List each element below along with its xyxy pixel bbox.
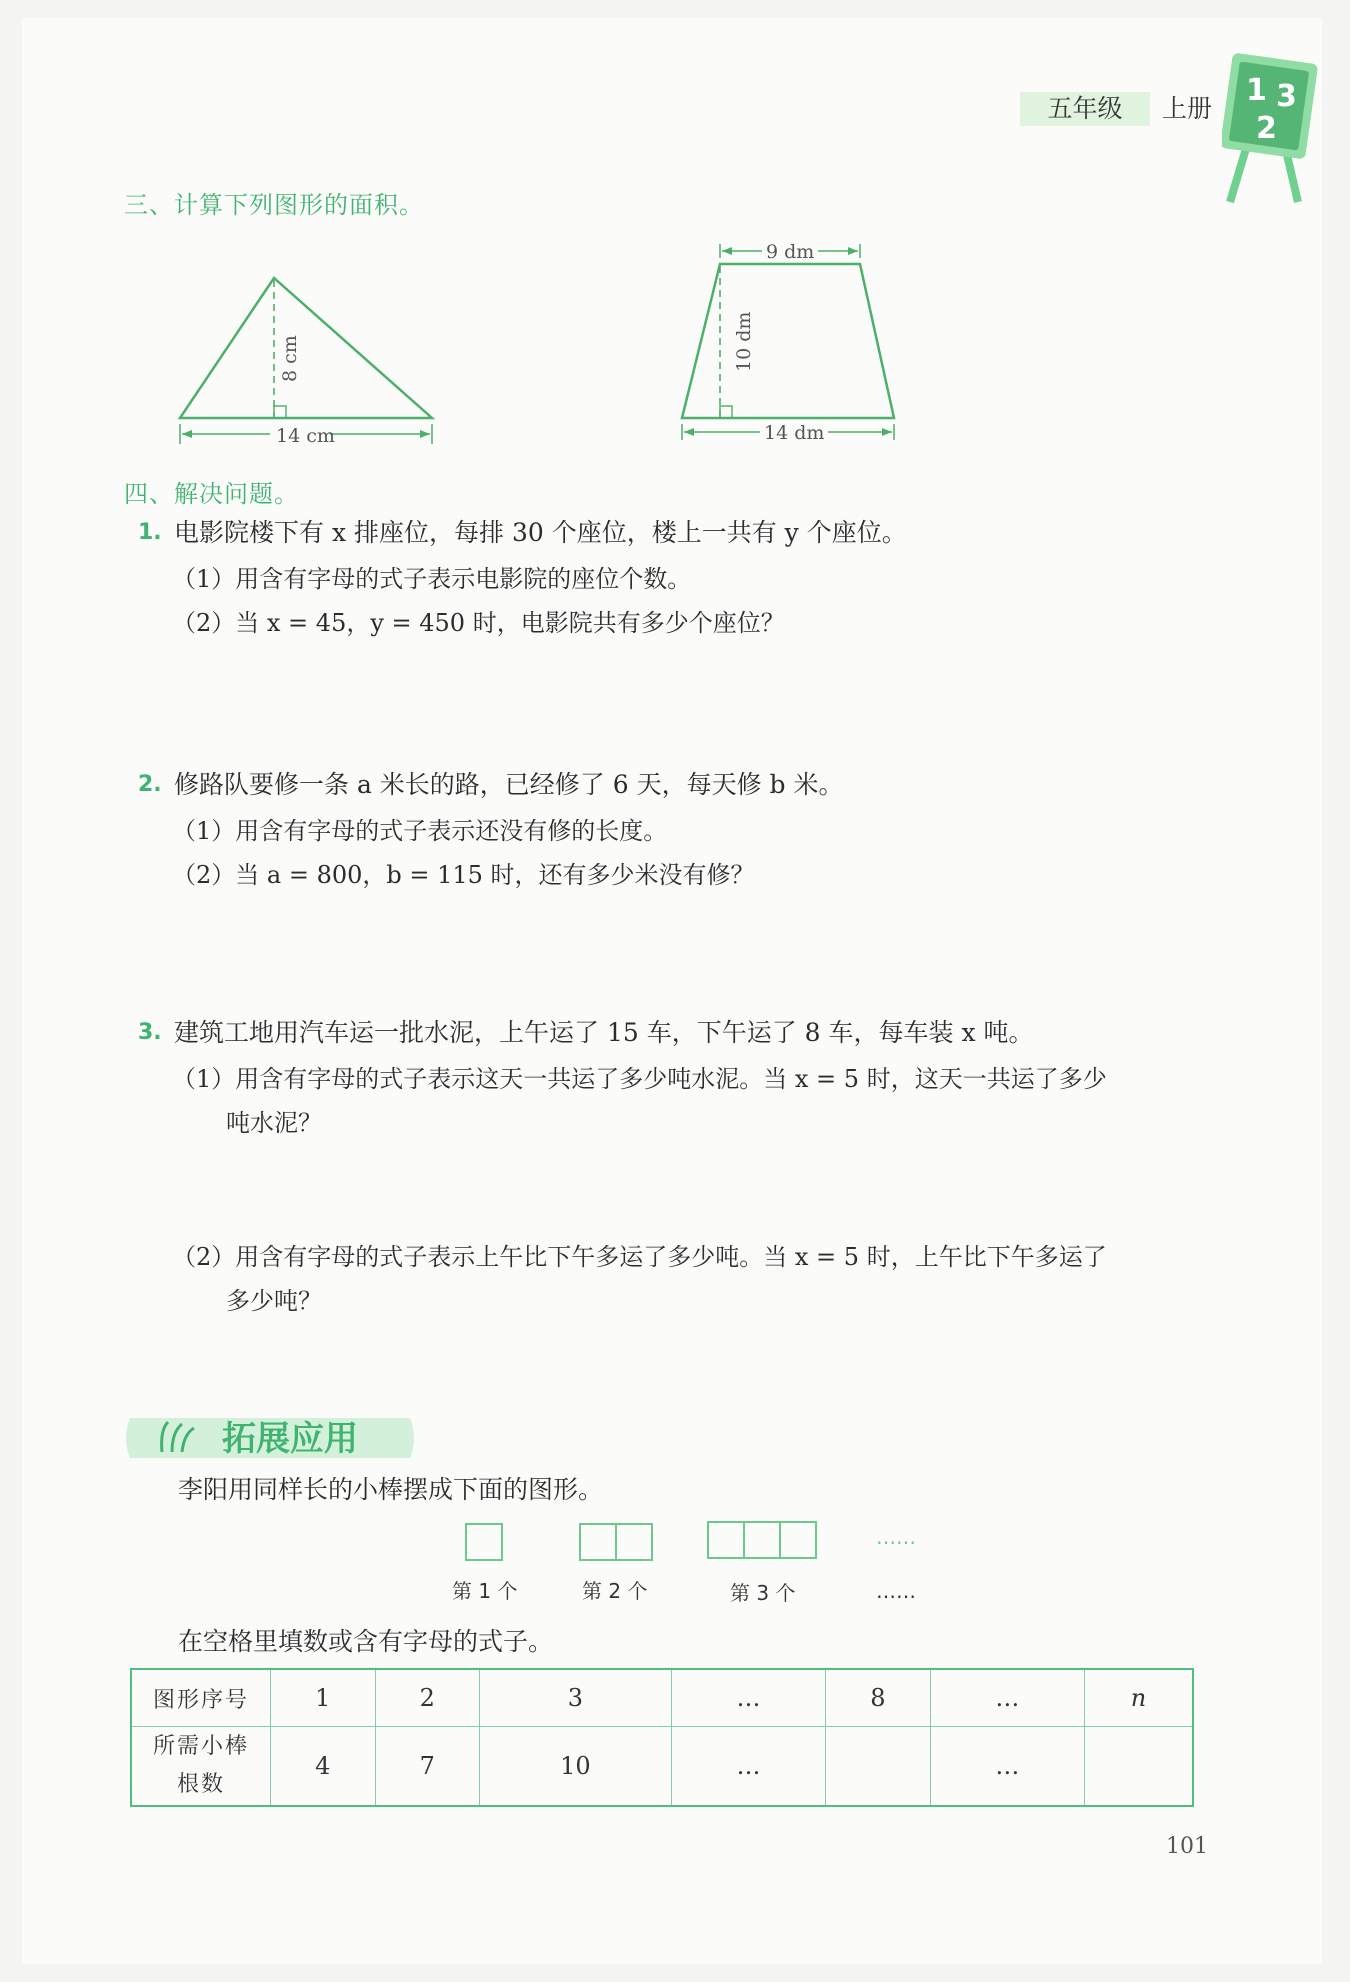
- dots-top: ……: [876, 1525, 916, 1549]
- row-header-sticks: 所需小棒 根数: [131, 1727, 271, 1807]
- figure-3-label: 第 3 个: [730, 1581, 796, 1605]
- extension-intro: 李阳用同样长的小棒摆成下面的图形。: [178, 1475, 604, 1504]
- figure-2-label: 第 2 个: [582, 1579, 648, 1603]
- figure-1-label: 第 1 个: [452, 1579, 518, 1603]
- trapezoid-top-label: 9 dm: [766, 241, 815, 263]
- q1-part2: （2）当 x = 45，y = 450 时，电影院共有多少个座位？: [172, 609, 785, 637]
- svg-text:1: 1: [1246, 73, 1267, 108]
- q1-part1: （1）用含有字母的式子表示电影院的座位个数。: [172, 565, 692, 593]
- table-cell: …: [671, 1727, 825, 1807]
- table-row: [131, 1669, 1193, 1727]
- q3-part2-line1: （2）用含有字母的式子表示上午比下午多运了多少吨。当 x = 5 时，上午比下午多运了: [172, 1243, 1107, 1271]
- page-number: 101: [1166, 1834, 1208, 1859]
- q3-part2-line2: 多少吨？: [226, 1287, 322, 1315]
- chalkboard-logo-icon: [1222, 52, 1318, 216]
- q1-number: 1.: [138, 520, 162, 545]
- triangle-height-label: 8 cm: [279, 335, 301, 382]
- section3-title: 三、计算下列图形的面积。: [124, 191, 424, 219]
- q3-stem: 建筑工地用汽车运一批水泥，上午运了 15 车，下午运了 8 车，每车装 x 吨。: [174, 1018, 1034, 1047]
- answer-cell-n[interactable]: [1085, 1727, 1194, 1807]
- table-cell: …: [930, 1669, 1084, 1727]
- triangle-figure: [170, 268, 440, 450]
- triangle-base-label: 14 cm: [276, 425, 335, 447]
- volume-label: 上册: [1162, 94, 1213, 123]
- table-cell: …: [930, 1727, 1084, 1807]
- row-header-index: 图形序号: [131, 1669, 271, 1727]
- figure-more-label: ……: [876, 1579, 916, 1603]
- table-cell: n: [1085, 1669, 1194, 1727]
- q2-part2: （2）当 a = 800，b = 115 时，还有多少米没有修？: [172, 861, 755, 889]
- sticks-table: [130, 1668, 1194, 1807]
- table-cell: 3: [480, 1669, 672, 1727]
- q3-number: 3.: [138, 1020, 162, 1045]
- stick-figures: [440, 1514, 960, 1618]
- q2-part1: （1）用含有字母的式子表示还没有修的长度。: [172, 817, 668, 845]
- q2-stem: 修路队要修一条 a 米长的路，已经修了 6 天，每天修 b 米。: [174, 770, 844, 799]
- fill-prompt: 在空格里填数或含有字母的式子。: [178, 1627, 554, 1656]
- table-cell: 7: [375, 1727, 480, 1807]
- section4-title: 四、解决问题。: [124, 480, 299, 508]
- svg-text:2: 2: [1256, 111, 1277, 146]
- table-cell: 1: [271, 1669, 376, 1727]
- table-cell: 2: [375, 1669, 480, 1727]
- grade-label: 五年级: [1020, 92, 1150, 126]
- table-cell: 10: [480, 1727, 672, 1807]
- table-cell: …: [671, 1669, 825, 1727]
- extension-banner: [120, 1412, 418, 1464]
- trapezoid-bottom-label: 14 dm: [764, 422, 825, 444]
- extension-title: 拓展应用: [222, 1419, 358, 1459]
- q1-stem: 电影院楼下有 x 排座位，每排 30 个座位，楼上一共有 y 个座位。: [174, 518, 907, 547]
- table-row: [131, 1727, 1193, 1807]
- answer-cell-8[interactable]: [826, 1727, 931, 1807]
- trapezoid-figure: [670, 236, 920, 450]
- q3-part1-line2: 吨水泥？: [226, 1109, 322, 1137]
- table-cell: 4: [271, 1727, 376, 1807]
- table-cell: 8: [826, 1669, 931, 1727]
- q3-part1-line1: （1）用含有字母的式子表示这天一共运了多少吨水泥。当 x = 5 时，这天一共运了多少: [172, 1065, 1107, 1093]
- svg-text:3: 3: [1276, 79, 1297, 114]
- q2-number: 2.: [138, 772, 162, 797]
- trapezoid-height-label: 10 dm: [733, 311, 755, 372]
